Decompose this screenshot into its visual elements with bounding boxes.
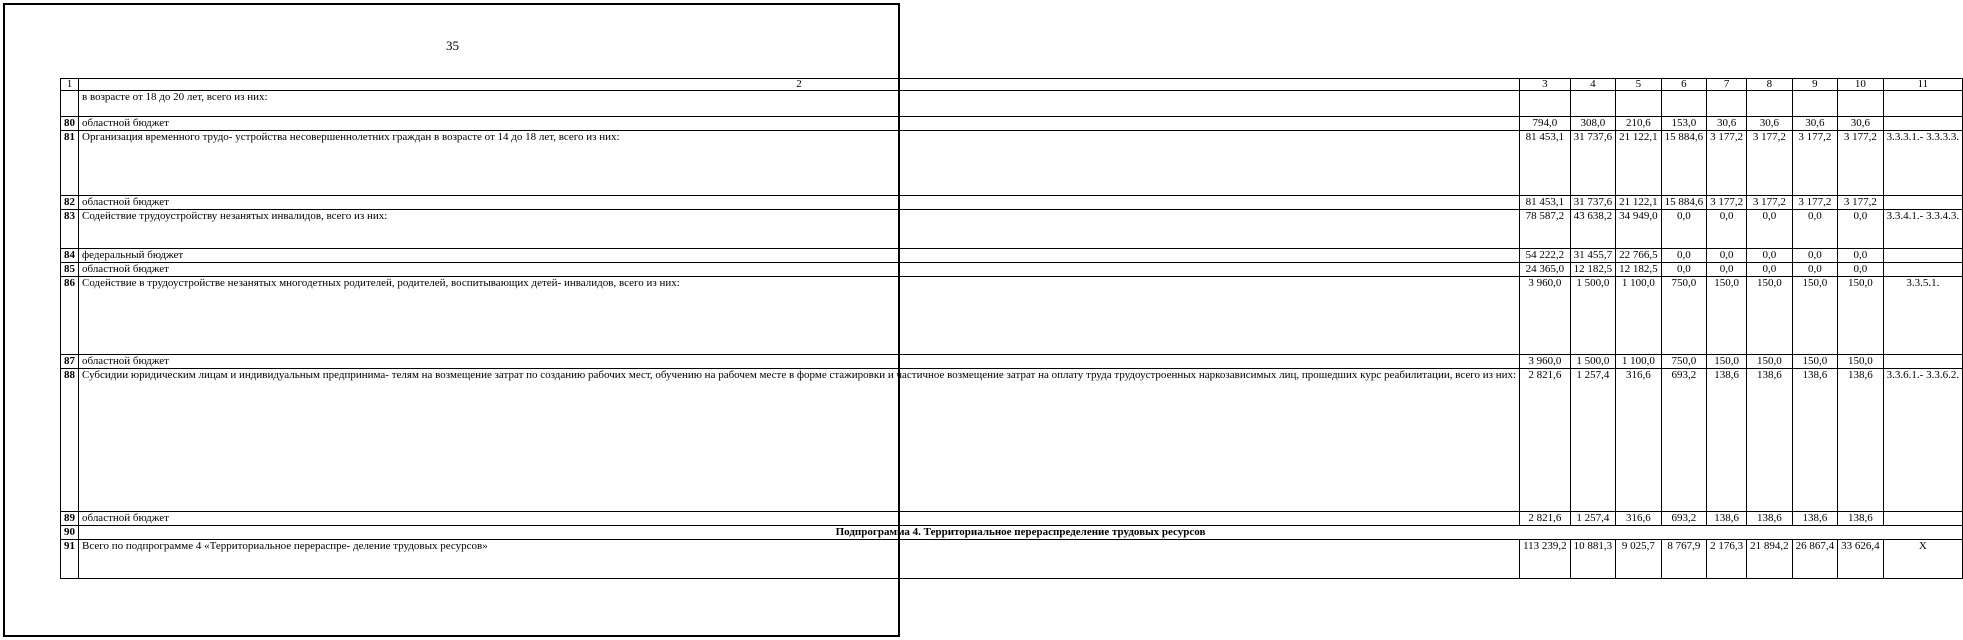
value-cell	[1792, 91, 1838, 117]
value-cell: 0,0	[1707, 263, 1747, 277]
value-cell: 30,6	[1792, 117, 1838, 131]
reference-cell: X	[1883, 540, 1962, 579]
value-cell: 3 177,2	[1838, 196, 1884, 210]
header-cell: 10	[1838, 79, 1884, 91]
table-row	[61, 277, 1963, 355]
value-cell: 2 821,6	[1520, 512, 1571, 526]
reference-cell	[1883, 91, 1962, 117]
table-row	[61, 512, 1963, 526]
row-number: 83	[61, 210, 79, 249]
header-cell: 3	[1520, 79, 1571, 91]
reference-cell: 3.3.4.1.- 3.3.4.3.	[1883, 210, 1962, 249]
page-number: 35	[446, 38, 459, 53]
value-cell: 21 122,1	[1616, 196, 1662, 210]
value-cell: 8 767,9	[1661, 540, 1707, 579]
value-cell: 693,2	[1661, 369, 1707, 512]
reference-cell	[1883, 249, 1962, 263]
value-cell: 0,0	[1792, 210, 1838, 249]
row-name: в возрасте от 18 до 20 лет, всего из них:	[79, 91, 1520, 117]
row-name: областной бюджет	[79, 263, 1520, 277]
value-cell	[1838, 91, 1884, 117]
value-cell: 2 821,6	[1520, 369, 1571, 512]
header-row	[61, 79, 1963, 91]
header-cell: 7	[1707, 79, 1747, 91]
value-cell: 316,6	[1616, 369, 1662, 512]
value-cell: 138,6	[1747, 512, 1793, 526]
reference-cell: 3.3.6.1.- 3.3.6.2.	[1883, 369, 1962, 512]
value-cell: 2 176,3	[1707, 540, 1747, 579]
total-row	[61, 540, 1963, 579]
value-cell: 693,2	[1661, 512, 1707, 526]
value-cell: 150,0	[1747, 355, 1793, 369]
value-cell: 150,0	[1838, 277, 1884, 355]
value-cell: 750,0	[1661, 277, 1707, 355]
row-name: Содействие трудоустройству незанятых инвалидов, всего из них:	[79, 210, 1520, 249]
value-cell: 3 177,2	[1792, 196, 1838, 210]
value-cell: 30,6	[1747, 117, 1793, 131]
value-cell: 0,0	[1707, 249, 1747, 263]
value-cell: 1 100,0	[1616, 355, 1662, 369]
table-row	[61, 210, 1963, 249]
header-cell: 8	[1747, 79, 1793, 91]
table-row	[61, 249, 1963, 263]
value-cell: 3 960,0	[1520, 355, 1571, 369]
value-cell	[1570, 91, 1616, 117]
value-cell: 81 453,1	[1520, 131, 1571, 196]
value-cell: 15 884,6	[1661, 131, 1707, 196]
row-number: 80	[61, 117, 79, 131]
reference-cell	[1883, 512, 1962, 526]
table-row	[61, 369, 1963, 512]
value-cell: 0,0	[1661, 210, 1707, 249]
row-number: 85	[61, 263, 79, 277]
value-cell: 1 500,0	[1570, 277, 1616, 355]
value-cell: 21 894,2	[1747, 540, 1793, 579]
value-cell: 3 177,2	[1747, 196, 1793, 210]
value-cell: 31 737,6	[1570, 196, 1616, 210]
row-number: 90	[61, 526, 79, 540]
value-cell: 1 257,4	[1570, 512, 1616, 526]
value-cell: 138,6	[1747, 369, 1793, 512]
reference-cell: 3.3.3.1.- 3.3.3.3.	[1883, 131, 1962, 196]
value-cell: 31 455,7	[1570, 249, 1616, 263]
row-number: 87	[61, 355, 79, 369]
reference-cell	[1883, 263, 1962, 277]
reference-cell: 3.3.5.1.	[1883, 277, 1962, 355]
value-cell: 138,6	[1838, 369, 1884, 512]
table-row	[61, 117, 1963, 131]
value-cell: 3 960,0	[1520, 277, 1571, 355]
value-cell: 0,0	[1838, 210, 1884, 249]
value-cell: 24 365,0	[1520, 263, 1571, 277]
row-number: 81	[61, 131, 79, 196]
value-cell: 22 766,5	[1616, 249, 1662, 263]
row-number: 89	[61, 512, 79, 526]
header-cell: 9	[1792, 79, 1838, 91]
value-cell: 0,0	[1747, 210, 1793, 249]
header-cell: 4	[1570, 79, 1616, 91]
header-cell: 11	[1883, 79, 1962, 91]
value-cell: 150,0	[1707, 277, 1747, 355]
value-cell: 138,6	[1792, 512, 1838, 526]
row-name: Всего по подпрограмме 4 «Территориальное перераспре- деление трудовых ресурсов»	[79, 540, 1520, 579]
value-cell: 0,0	[1792, 263, 1838, 277]
value-cell: 0,0	[1747, 263, 1793, 277]
value-cell: 3 177,2	[1792, 131, 1838, 196]
value-cell	[1616, 91, 1662, 117]
value-cell: 0,0	[1838, 263, 1884, 277]
table-row	[61, 196, 1963, 210]
value-cell: 30,6	[1838, 117, 1884, 131]
value-cell: 138,6	[1838, 512, 1884, 526]
value-cell: 54 222,2	[1520, 249, 1571, 263]
value-cell	[1661, 91, 1707, 117]
row-name: областной бюджет	[79, 196, 1520, 210]
header-cell: 1	[61, 79, 79, 91]
row-name: федеральный бюджет	[79, 249, 1520, 263]
row-number: 82	[61, 196, 79, 210]
reference-cell	[1883, 117, 1962, 131]
section-title: Подпрограмма 4. Территориальное перераспределение трудовых ресурсов	[79, 526, 1963, 540]
value-cell: 81 453,1	[1520, 196, 1571, 210]
value-cell: 138,6	[1707, 512, 1747, 526]
value-cell: 3 177,2	[1707, 196, 1747, 210]
value-cell: 150,0	[1838, 355, 1884, 369]
value-cell: 3 177,2	[1838, 131, 1884, 196]
row-name: областной бюджет	[79, 117, 1520, 131]
value-cell: 150,0	[1792, 355, 1838, 369]
value-cell: 21 122,1	[1616, 131, 1662, 196]
value-cell: 10 881,3	[1570, 540, 1616, 579]
value-cell: 78 587,2	[1520, 210, 1571, 249]
value-cell: 150,0	[1707, 355, 1747, 369]
table-row	[61, 355, 1963, 369]
value-cell: 1 257,4	[1570, 369, 1616, 512]
value-cell: 34 949,0	[1616, 210, 1662, 249]
value-cell: 0,0	[1792, 249, 1838, 263]
value-cell: 138,6	[1707, 369, 1747, 512]
value-cell: 0,0	[1838, 249, 1884, 263]
value-cell: 31 737,6	[1570, 131, 1616, 196]
row-name: областной бюджет	[79, 512, 1520, 526]
value-cell: 750,0	[1661, 355, 1707, 369]
row-name: Содействие в трудоустройстве незанятых многодетных родителей, родителей, воспитывающих детей- инвалидов, всего из них:	[79, 277, 1520, 355]
row-name: Организация временного трудо- устройства несовершеннолетних граждан в возрасте от 14 до 18 лет, всего из них:	[79, 131, 1520, 196]
row-number: 91	[61, 540, 79, 579]
value-cell: 0,0	[1661, 263, 1707, 277]
value-cell: 0,0	[1707, 210, 1747, 249]
value-cell: 308,0	[1570, 117, 1616, 131]
value-cell: 794,0	[1520, 117, 1571, 131]
row-name: областной бюджет	[79, 355, 1520, 369]
value-cell: 1 500,0	[1570, 355, 1616, 369]
value-cell: 210,6	[1616, 117, 1662, 131]
value-cell	[1747, 91, 1793, 117]
value-cell: 12 182,5	[1570, 263, 1616, 277]
reference-cell	[1883, 196, 1962, 210]
value-cell: 43 638,2	[1570, 210, 1616, 249]
section-row	[61, 526, 1963, 540]
row-number: 88	[61, 369, 79, 512]
value-cell: 113 239,2	[1520, 540, 1571, 579]
value-cell: 15 884,6	[1661, 196, 1707, 210]
row-number: 86	[61, 277, 79, 355]
value-cell: 33 626,4	[1838, 540, 1884, 579]
value-cell: 153,0	[1661, 117, 1707, 131]
header-cell: 2	[79, 79, 1520, 91]
value-cell: 26 867,4	[1792, 540, 1838, 579]
row-number	[61, 91, 79, 117]
value-cell	[1707, 91, 1747, 117]
row-name: Субсидии юридическим лицам и индивидуальным предпринима- телям на возмещение затрат по созданию рабочих мест, обучению на рабочем месте в форме стажировки и частичное возмещение затрат на оплату труда трудоустроенных наркозависимых лиц, прошедших курс реабилитации, всего из них:	[79, 369, 1520, 512]
table-row	[61, 263, 1963, 277]
value-cell: 9 025,7	[1616, 540, 1662, 579]
value-cell: 12 182,5	[1616, 263, 1662, 277]
value-cell: 3 177,2	[1707, 131, 1747, 196]
value-cell: 316,6	[1616, 512, 1662, 526]
reference-cell	[1883, 355, 1962, 369]
value-cell: 3 177,2	[1747, 131, 1793, 196]
value-cell: 138,6	[1792, 369, 1838, 512]
value-cell: 1 100,0	[1616, 277, 1662, 355]
value-cell	[1520, 91, 1571, 117]
table-row	[61, 91, 1963, 117]
value-cell: 0,0	[1747, 249, 1793, 263]
budget-table	[60, 78, 1963, 579]
value-cell: 30,6	[1707, 117, 1747, 131]
value-cell: 150,0	[1747, 277, 1793, 355]
header-cell: 5	[1616, 79, 1662, 91]
table-row	[61, 131, 1963, 196]
value-cell: 150,0	[1792, 277, 1838, 355]
row-number: 84	[61, 249, 79, 263]
header-cell: 6	[1661, 79, 1707, 91]
value-cell: 0,0	[1661, 249, 1707, 263]
